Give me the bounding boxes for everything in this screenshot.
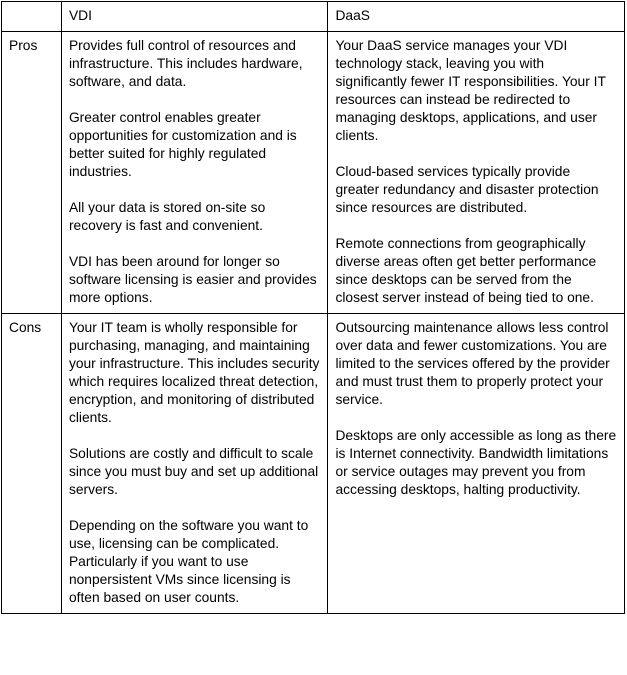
row-label-pros: Pros xyxy=(2,32,62,314)
paragraph: Solutions are costly and difficult to scale since you must buy and set up additional servers. xyxy=(68,446,319,497)
cell-pros-vdi xyxy=(61,32,328,314)
header-daas: DaaS xyxy=(328,2,625,32)
table-row-cons xyxy=(2,314,625,614)
header-row xyxy=(2,2,625,32)
paragraph: Provides full control of resources and infrastructure. This includes hardware, software, and data. xyxy=(68,38,303,89)
header-vdi: VDI xyxy=(61,2,328,32)
paragraph: All your data is stored on-site so recovery is fast and convenient. xyxy=(68,200,266,233)
paragraph: Your DaaS service manages your VDI technology stack, leaving you with significantly fewer IT responsibilities. Your IT resources can instead be redirected to managing desktops, applications, and user clients. xyxy=(335,38,606,143)
comparison-table xyxy=(1,1,625,614)
header-corner-cell xyxy=(2,2,62,32)
row-label-cons: Cons xyxy=(2,314,62,614)
paragraph: Your IT team is wholly responsible for purchasing, managing, and maintaining your infrastructure. This includes security which requires localized threat detection, encryption, and monitoring of distributed clients. xyxy=(68,320,320,425)
table-row-pros xyxy=(2,32,625,314)
paragraph: Depending on the software you want to use, licensing can be complicated. Particularly if you want to use nonpersistent VMs since licensing is often based on user counts. xyxy=(68,518,309,605)
paragraph: Outsourcing maintenance allows less control over data and fewer customizations. You are limited to the services offered by the provider and must trust them to properly protect your service. xyxy=(335,320,610,407)
paragraph: Greater control enables greater opportunities for customization and is better suited for highly regulated industries. xyxy=(68,110,297,179)
paragraph: Desktops are only accessible as long as there is Internet connectivity. Bandwidth limitations or service outages may prevent you from accessing desktops, halting productivity. xyxy=(335,428,617,497)
paragraph: Cloud-based services typically provide greater redundancy and disaster protection since resources are distributed. xyxy=(335,164,599,215)
paragraph: VDI has been around for longer so software licensing is easier and provides more options. xyxy=(68,254,317,305)
paragraph: Remote connections from geographically diverse areas often get better performance since desktops can be served from the closest server instead of being tied to one. xyxy=(335,236,597,305)
cell-cons-vdi xyxy=(61,314,328,614)
cell-pros-daas xyxy=(328,32,625,314)
cell-cons-daas xyxy=(328,314,625,614)
